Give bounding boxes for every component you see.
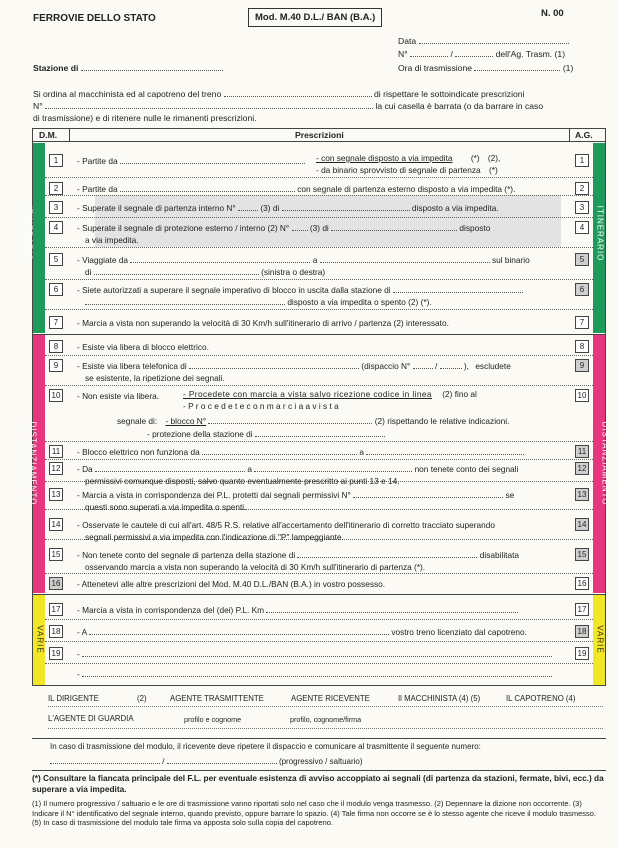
- ag-number-7[interactable]: 7: [575, 316, 589, 329]
- num-field[interactable]: [398, 49, 565, 59]
- sig-dirigente-note: (2): [137, 694, 147, 703]
- row-2: [77, 184, 515, 194]
- dm-number-6[interactable]: 6: [49, 283, 63, 296]
- sig-guardia[interactable]: L'AGENTE DI GUARDIA: [48, 714, 134, 723]
- dm-number-16[interactable]: 16: [49, 577, 63, 590]
- r15-text-b: disabilitata: [479, 550, 520, 560]
- band-label-itinerario-left: ITINERARIO: [24, 205, 34, 262]
- r2-text-b: con segnale di partenza esterno disposto a via impedita (*).: [297, 184, 516, 194]
- r9-text: - Esiste via libera telefonica di: [77, 361, 187, 371]
- num-slash: /: [450, 49, 453, 59]
- r6-text: - Siete autorizzati a superare il segnale imperativo di blocco in uscita dalla stazione di: [77, 285, 391, 295]
- ag-number-8[interactable]: 8: [575, 340, 589, 353]
- row-9b: se esistente, la ripetizione dei segnali.: [85, 373, 225, 383]
- row-6: [77, 285, 523, 295]
- stazione-label: Stazione di: [33, 63, 79, 73]
- r1-star-b: (*): [488, 165, 498, 175]
- row-10: [77, 391, 159, 401]
- r13-text-b: se: [505, 490, 515, 500]
- agtrasm-label: dell'Ag. Trasm. (1): [495, 49, 566, 59]
- r4-text: - Superate il segnale di protezione esterno / interno (2) N°: [77, 223, 290, 233]
- row-15b: osservando marcia a vista non superando la velocità di 30 Km/h sull'itinerario di partenza (*).: [85, 562, 426, 572]
- order-text-1a: Si ordina al macchinista ed al capotreno del treno: [33, 89, 222, 99]
- row-5b: [85, 267, 325, 277]
- r10-option-a: - Procedete con marcia a vista salvo ricezione codice in linea: [183, 389, 432, 399]
- ag-number-12[interactable]: 12: [575, 462, 589, 475]
- r5-text: - Viaggiate da: [77, 255, 129, 265]
- row-16: - Attenetevi alle altre prescrizioni del Mod. M.40 D.L./BAN (B.A.) in vostro possesso.: [77, 579, 386, 589]
- row-10-protezione: [147, 429, 385, 439]
- r10-text-f: - blocco N°: [165, 416, 207, 426]
- r19-text-b: -: [77, 669, 80, 679]
- ag-number-5[interactable]: 5: [575, 253, 589, 266]
- ora-note: (1): [562, 63, 574, 73]
- dm-number-17[interactable]: 17: [49, 603, 63, 616]
- ag-number-15[interactable]: 15: [575, 548, 589, 561]
- sig-profilo-2: profilo, cognome/firma: [290, 715, 362, 724]
- row-13b: questi sono superati a via impedita o spenti.: [85, 502, 247, 512]
- row-14b: segnali permissivi a via impedita con l'indicazione di "P" lampeggiante.: [85, 532, 344, 542]
- r10-text: - Non esiste via libera.: [77, 391, 160, 401]
- row-3: [77, 203, 499, 213]
- row-17: [77, 605, 518, 615]
- ag-number-4[interactable]: 4: [575, 221, 589, 234]
- band-itinerario-left: [33, 143, 45, 333]
- dm-number-11[interactable]: 11: [49, 445, 63, 458]
- r12-text-b: a: [247, 464, 252, 474]
- ag-number-10[interactable]: 10: [575, 389, 589, 402]
- model-code: Mod. M.40 D.L./ BAN (B.A.): [248, 8, 382, 27]
- row-1: [77, 156, 305, 166]
- r9-text-d: ),: [463, 361, 469, 371]
- sig-dirigente[interactable]: [48, 694, 147, 703]
- r10-text-c: (2) fino al: [442, 389, 477, 399]
- ag-number-14[interactable]: 14: [575, 518, 589, 531]
- r10-text-h: - protezione della stazione di: [147, 429, 253, 439]
- prescriptions-table: [24, 128, 610, 686]
- row-14: - Osservate le cautele di cui all'art. 48/5 R.S. relative all'accertamento dell'itinerario di corretto tracciato superando: [77, 520, 495, 530]
- row-4b: a via impedita.: [85, 235, 139, 245]
- stazione-field[interactable]: [33, 63, 223, 73]
- ag-number-1[interactable]: 1: [575, 154, 589, 167]
- dm-number-14[interactable]: 14: [49, 518, 63, 531]
- r2-text: - Partite da: [77, 184, 118, 194]
- data-field[interactable]: [398, 36, 569, 46]
- dm-number-15[interactable]: 15: [49, 548, 63, 561]
- r3-text-b: (3) di: [260, 203, 280, 213]
- r1-star-a: (*): [470, 153, 480, 163]
- ag-number-16[interactable]: 16: [575, 577, 589, 590]
- sig-macchinista[interactable]: Il MACCHINISTA (4) (5): [398, 694, 481, 703]
- trasm-prog: (progressivo / saltuario): [278, 757, 363, 766]
- r9-text-c: /: [434, 361, 438, 371]
- r4-text-c: disposto: [459, 223, 491, 233]
- row-18: [77, 627, 527, 637]
- order-line-1: [33, 89, 524, 99]
- ag-number-9[interactable]: 9: [575, 359, 589, 372]
- row-8: - Esiste via libera di blocco elettrico.: [77, 342, 209, 352]
- order-text-2a: N°: [33, 101, 43, 111]
- order-text-2b: la cui casella è barrata (o da barrare in caso: [375, 101, 544, 111]
- form-number: N. 00: [541, 8, 564, 19]
- r10-text-g: (2) rispettando le relative indicazioni.: [374, 416, 510, 426]
- dm-number-10[interactable]: 10: [49, 389, 63, 402]
- row-4: [77, 223, 490, 233]
- row-10-opt-b: - P r o c e d e t e c o n m a r c i a a v i s t a: [183, 401, 339, 411]
- r19-text: -: [77, 649, 80, 659]
- r13-text: - Marcia a vista in corrispondenza dei P.L. protetti dai segnali permissivi N°: [77, 490, 351, 500]
- dm-number-8[interactable]: 8: [49, 340, 63, 353]
- note-star: (*) Consultare la fiancata principale del F.L. per eventuale esistenza di avviso accoppiato ai segnali (di partenza da stazioni, fermate, bivi, ecc.) da superare a via impedita.: [32, 770, 606, 794]
- ag-number-6[interactable]: 6: [575, 283, 589, 296]
- r5-text-c: sul binario: [491, 255, 530, 265]
- org-name: FERROVIE DELLO STATO: [33, 13, 156, 24]
- row-10-opt-a: [183, 389, 477, 399]
- dm-number-3[interactable]: 3: [49, 201, 63, 214]
- ag-number-11[interactable]: 11: [575, 445, 589, 458]
- row-19b: [77, 669, 552, 679]
- r18-text-b: vostro treno licenziato dal capotreno.: [391, 627, 527, 637]
- r1-note: (2),: [487, 153, 501, 163]
- r17-text: - Marcia a vista in corrispondenza del (dei) P.L. Km: [77, 605, 265, 615]
- col-dm: D.M.: [39, 130, 58, 140]
- ora-label: Ora di trasmissione: [398, 63, 473, 73]
- dm-number-18[interactable]: 18: [49, 625, 63, 638]
- trasm-box: [32, 738, 606, 770]
- row-9: [77, 361, 511, 371]
- r5-text-e: (sinistra o destra): [261, 267, 326, 277]
- row-13: [77, 490, 514, 500]
- band-label-varie-right: VARIE: [595, 625, 605, 654]
- r1-option-a: - con segnale disposto a via impedita: [316, 153, 453, 163]
- row-1-options-b: [316, 165, 498, 175]
- r5-text-b: a: [312, 255, 318, 265]
- row-12b: permissivi comunque disposti, salvo quanto eventualmente prescritto ai punti 13 e 14.: [85, 476, 400, 486]
- ag-number-19[interactable]: 19: [575, 647, 589, 660]
- r18-text: - A: [77, 627, 87, 637]
- sig-profilo-1: profilo e cognome: [184, 715, 242, 724]
- dm-number-13[interactable]: 13: [49, 488, 63, 501]
- trasm-line-1: In caso di trasmissione del modulo, il ricevente deve ripetere il dispaccio e comunicare al trasmittente il seguente numero:: [50, 742, 481, 751]
- dm-number-12[interactable]: 12: [49, 462, 63, 475]
- row-19: [77, 649, 552, 659]
- r11-text-b: a: [359, 447, 364, 457]
- dm-number-5[interactable]: 5: [49, 253, 63, 266]
- row-11: [77, 447, 524, 457]
- data-label: Data: [398, 36, 417, 46]
- r6-text-b: disposto a via impedita o spento (2) (*).: [287, 297, 432, 307]
- dm-number-1[interactable]: 1: [49, 154, 63, 167]
- notes: (1) Il numero progressivo / saltuario e le ore di trasmissione vanno riportati solo nel caso che il modulo venga trasmesso. (2) Depennare la dizione non occorrente. (3) Indicare il N° identificativo del segnale interno, quando previsto, oppure barrare lo spazio. (4) Tale firma non occorre se è lo stesso agente che riceve il modulo trasmesso. (5) In caso di trasmissione del modulo tale firma va apposta solo sulla copia del capotreno.: [32, 799, 596, 827]
- dm-number-19[interactable]: 19: [49, 647, 63, 660]
- order-line-3: di trasmissione) e di ritenere nulle le rimanenti prescrizioni.: [33, 113, 257, 123]
- table-header: [33, 129, 605, 142]
- row-10-segnale: [117, 416, 509, 426]
- r1-text: - Partite da: [77, 156, 118, 166]
- col-ag: A.G.: [575, 130, 593, 140]
- row-12: [77, 464, 518, 474]
- dm-number-9[interactable]: 9: [49, 359, 63, 372]
- num-label: N°: [398, 49, 408, 59]
- row-15: [77, 550, 519, 560]
- r3-text-c: disposto a via impedita.: [411, 203, 499, 213]
- row-6b: [85, 297, 432, 307]
- sig-dirigente-label: IL DIRIGENTE: [48, 694, 99, 703]
- dm-number-4[interactable]: 4: [49, 221, 63, 234]
- ag-number-3[interactable]: 3: [575, 201, 589, 214]
- ag-number-18[interactable]: 18: [575, 625, 589, 638]
- band-label-varie-left: VARIE: [35, 625, 45, 654]
- r1-option-b: - da binario sprovvisto di segnale di partenza: [316, 165, 481, 175]
- order-text-1b: di rispettare le sottoindicate prescrizioni: [374, 89, 525, 99]
- dm-number-2[interactable]: 2: [49, 182, 63, 195]
- r9-text-e: escludete: [475, 361, 511, 371]
- band-label-itinerario-right: ITINERARIO: [595, 205, 605, 262]
- r9-text-b: (dispaccio N°: [361, 361, 411, 371]
- ora-field[interactable]: [398, 63, 573, 73]
- r4-text-b: (3) di: [309, 223, 329, 233]
- r15-text: - Non tenete conto del segnale di partenza della stazione di: [77, 550, 296, 560]
- r12-text-c: non tenete conto dei segnali: [414, 464, 519, 474]
- sig-ag-ric[interactable]: AGENTE RICEVENTE: [291, 694, 370, 703]
- dm-number-7[interactable]: 7: [49, 316, 63, 329]
- trasm-slash: /: [162, 757, 165, 766]
- row-5: [77, 255, 530, 265]
- row-7: - Marcia a vista non superando la velocità di 30 Km/h sull'itinerario di arrivo / partenza (2) interessato.: [77, 318, 449, 328]
- ag-number-13[interactable]: 13: [575, 488, 589, 501]
- order-line-2: [33, 101, 543, 111]
- r5-text-d: di: [85, 267, 92, 277]
- sig-capotreno[interactable]: IL CAPOTRENO (4): [506, 694, 576, 703]
- r3-text: - Superate il segnale di partenza interno N°: [77, 203, 236, 213]
- ag-number-2[interactable]: 2: [575, 182, 589, 195]
- ag-number-17[interactable]: 17: [575, 603, 589, 616]
- sig-ag-trasm[interactable]: AGENTE TRASMITTENTE: [170, 694, 264, 703]
- col-prescrizioni: Prescrizioni: [295, 130, 344, 140]
- band-label-distanziamento-left: DISTANZIAMENTO: [28, 421, 38, 506]
- r12-text: - Da: [77, 464, 93, 474]
- trasm-line-2[interactable]: [32, 756, 606, 767]
- r10-text-e: segnale di:: [117, 416, 158, 426]
- row-1-options: [316, 153, 500, 163]
- r11-text: - Blocco elettrico non funziona da: [77, 447, 200, 457]
- band-label-distanziamento-right: DISTANZIAMENTO: [600, 421, 610, 506]
